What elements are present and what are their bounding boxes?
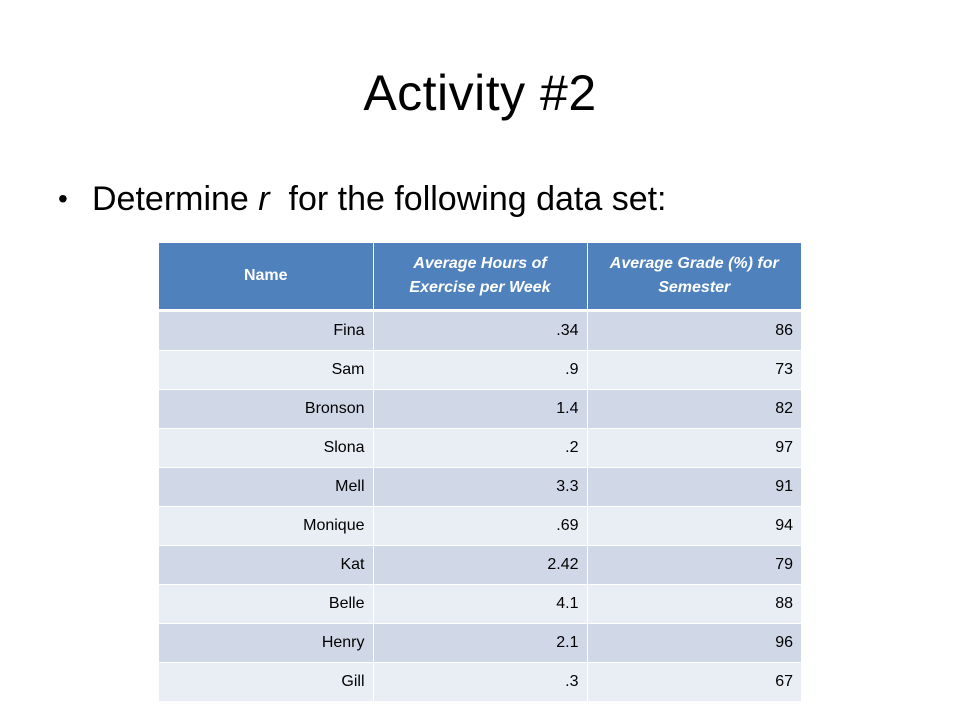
data-table [159,243,801,702]
header-hours: Average Hours of Exercise per Week [373,243,587,311]
bullet-prefix: Determine [92,180,259,218]
name-cell: Slona [159,429,373,468]
grade-cell: 94 [587,507,801,546]
hours-cell: 2.1 [373,624,587,663]
hours-cell: 2.42 [373,546,587,585]
name-cell: Henry [159,624,373,663]
header-name: Name [159,243,373,311]
bullet-line [58,174,667,224]
grade-cell: 91 [587,468,801,507]
hours-cell: .3 [373,663,587,702]
grade-cell: 73 [587,351,801,390]
table-row [159,624,801,663]
bullet-dot: • [58,183,68,214]
bullet-suffix: for the following data set: [269,180,667,218]
hours-cell: 1.4 [373,390,587,429]
grade-cell: 86 [587,311,801,351]
grade-cell: 97 [587,429,801,468]
table-row [159,546,801,585]
bullet-variable: r [258,180,270,218]
hours-cell: .69 [373,507,587,546]
header-grade: Average Grade (%) for Semester [587,243,801,311]
hours-cell: 3.3 [373,468,587,507]
table-row [159,507,801,546]
grade-cell: 67 [587,663,801,702]
name-cell: Gill [159,663,373,702]
name-cell: Monique [159,507,373,546]
hours-cell: .34 [373,311,587,351]
table-header-row [159,243,801,311]
name-cell: Belle [159,585,373,624]
hours-cell: .9 [373,351,587,390]
table-row [159,311,801,351]
name-cell: Sam [159,351,373,390]
hours-cell: .2 [373,429,587,468]
table-row [159,390,801,429]
table-row [159,429,801,468]
slide-title: Activity #2 [363,65,597,121]
table-row [159,351,801,390]
table-row [159,468,801,507]
grade-cell: 96 [587,624,801,663]
grade-cell: 82 [587,390,801,429]
grade-cell: 88 [587,585,801,624]
grade-cell: 79 [587,546,801,585]
table-row [159,663,801,702]
hours-cell: 4.1 [373,585,587,624]
name-cell: Mell [159,468,373,507]
name-cell: Fina [159,311,373,351]
table-row [159,585,801,624]
name-cell: Kat [159,546,373,585]
name-cell: Bronson [159,390,373,429]
